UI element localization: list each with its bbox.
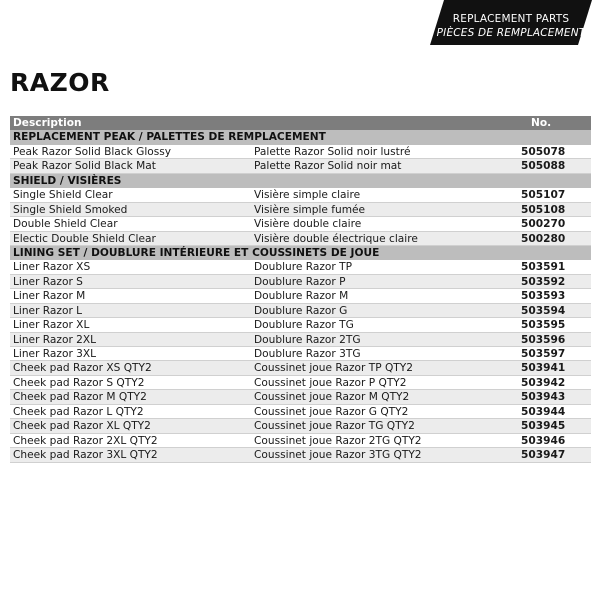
description-en: Single Shield Smoked (13, 203, 128, 216)
part-number: 503943 (521, 391, 566, 404)
description-fr: Visière double électrique claire (254, 232, 418, 245)
part-number: 503594 (521, 304, 566, 317)
table-row (10, 275, 591, 289)
part-number: 503591 (521, 261, 566, 274)
table-row (10, 232, 591, 246)
description-en: Cheek pad Razor XL QTY2 (13, 420, 151, 433)
description-fr: Doublure Razor TG (254, 319, 354, 332)
description-fr: Coussinet joue Razor 2TG QTY2 (254, 434, 422, 447)
description-en: Liner Razor XS (13, 261, 91, 274)
description-fr: Palette Razor Solid noir lustré (254, 145, 411, 158)
table-row (10, 361, 591, 375)
section-title: SHIELD / VISIÈRES (13, 174, 122, 187)
column-header-number: No. (531, 117, 552, 129)
description-en: Cheek pad Razor L QTY2 (13, 405, 144, 418)
table-row (10, 347, 591, 361)
description-en: Cheek pad Razor XS QTY2 (13, 362, 152, 375)
part-number: 505108 (521, 203, 566, 216)
part-number: 503947 (521, 449, 566, 462)
description-fr: Palette Razor Solid noir mat (254, 160, 402, 173)
column-header-description: Description (13, 117, 82, 129)
section-title: REPLACEMENT PEAK / PALETTES DE REMPLACEMENT (13, 131, 326, 144)
description-en: Cheek pad Razor M QTY2 (13, 391, 147, 404)
section-header-row (10, 246, 591, 260)
description-fr: Doublure Razor TP (254, 261, 352, 274)
table-row (10, 405, 591, 419)
part-number: 503945 (521, 420, 566, 433)
description-en: Peak Razor Solid Black Glossy (13, 145, 172, 158)
table-row (10, 318, 591, 332)
description-en: Liner Razor 3XL (13, 348, 97, 360)
table-body (10, 130, 591, 462)
badge-title-fr: PIÈCES DE REMPLACEMENT (436, 27, 586, 39)
badge-title-en: REPLACEMENT PARTS (452, 13, 570, 25)
part-number: 503944 (521, 405, 566, 418)
description-fr: Doublure Razor G (254, 304, 348, 317)
description-en: Liner Razor L (13, 304, 83, 317)
table-row (10, 145, 591, 159)
part-number: 500280 (521, 232, 566, 245)
description-en: Liner Razor S (13, 275, 83, 288)
description-fr: Coussinet joue Razor TP QTY2 (254, 362, 413, 375)
description-fr: Visière simple fumée (254, 203, 366, 216)
description-en: Cheek pad Razor S QTY2 (13, 376, 145, 389)
description-fr: Coussinet joue Razor G QTY2 (254, 405, 409, 418)
part-number: 503595 (521, 319, 566, 332)
description-en: Liner Razor XL (13, 319, 90, 332)
table-header-row (10, 116, 591, 130)
table-row (10, 376, 591, 390)
description-en: Electic Double Shield Clear (13, 232, 156, 245)
table-row (10, 188, 591, 202)
part-number: 500270 (521, 218, 566, 231)
description-fr: Coussinet joue Razor TG QTY2 (254, 420, 415, 433)
description-en: Liner Razor 2XL (13, 333, 97, 346)
table-row (10, 434, 591, 448)
description-en: Cheek pad Razor 3XL QTY2 (13, 449, 158, 462)
replacement-parts-badge (430, 0, 592, 45)
section-title: LINING SET / DOUBLURE INTÉRIEURE ET COUSSINETS DE JOUE (13, 246, 380, 259)
table-row (10, 419, 591, 433)
table-row (10, 390, 591, 404)
description-fr: Doublure Razor P (254, 275, 346, 288)
description-en: Cheek pad Razor 2XL QTY2 (13, 434, 158, 447)
description-fr: Coussinet joue Razor P QTY2 (254, 376, 407, 389)
description-en: Peak Razor Solid Black Mat (13, 160, 156, 173)
description-fr: Doublure Razor 2TG (254, 333, 361, 346)
table-row (10, 260, 591, 274)
table-row (10, 217, 591, 231)
table-row (10, 159, 591, 173)
part-number: 503946 (521, 434, 566, 447)
description-fr: Doublure Razor 3TG (254, 348, 361, 360)
table-row (10, 203, 591, 217)
table-row (10, 333, 591, 347)
part-number: 505107 (521, 189, 566, 202)
parts-table (10, 116, 591, 463)
part-number: 505088 (521, 160, 566, 173)
description-en: Single Shield Clear (13, 189, 113, 202)
section-header-row (10, 130, 591, 144)
table-row (10, 304, 591, 318)
part-number: 503941 (521, 362, 566, 375)
part-number: 505078 (521, 145, 566, 158)
description-fr: Visière simple claire (254, 189, 361, 202)
page-title: RAZOR (10, 68, 110, 97)
description-fr: Doublure Razor M (254, 290, 349, 303)
table-row (10, 448, 591, 462)
part-number: 503942 (521, 376, 566, 389)
part-number: 503597 (521, 348, 566, 360)
part-number: 503593 (521, 290, 566, 303)
section-header-row (10, 174, 591, 188)
part-number: 503592 (521, 275, 566, 288)
description-en: Double Shield Clear (13, 218, 118, 231)
description-fr: Visière double claire (254, 218, 362, 231)
description-fr: Coussinet joue Razor 3TG QTY2 (254, 449, 422, 462)
description-en: Liner Razor M (13, 290, 86, 303)
table-row (10, 289, 591, 303)
description-fr: Coussinet joue Razor M QTY2 (254, 391, 410, 404)
part-number: 503596 (521, 333, 566, 346)
